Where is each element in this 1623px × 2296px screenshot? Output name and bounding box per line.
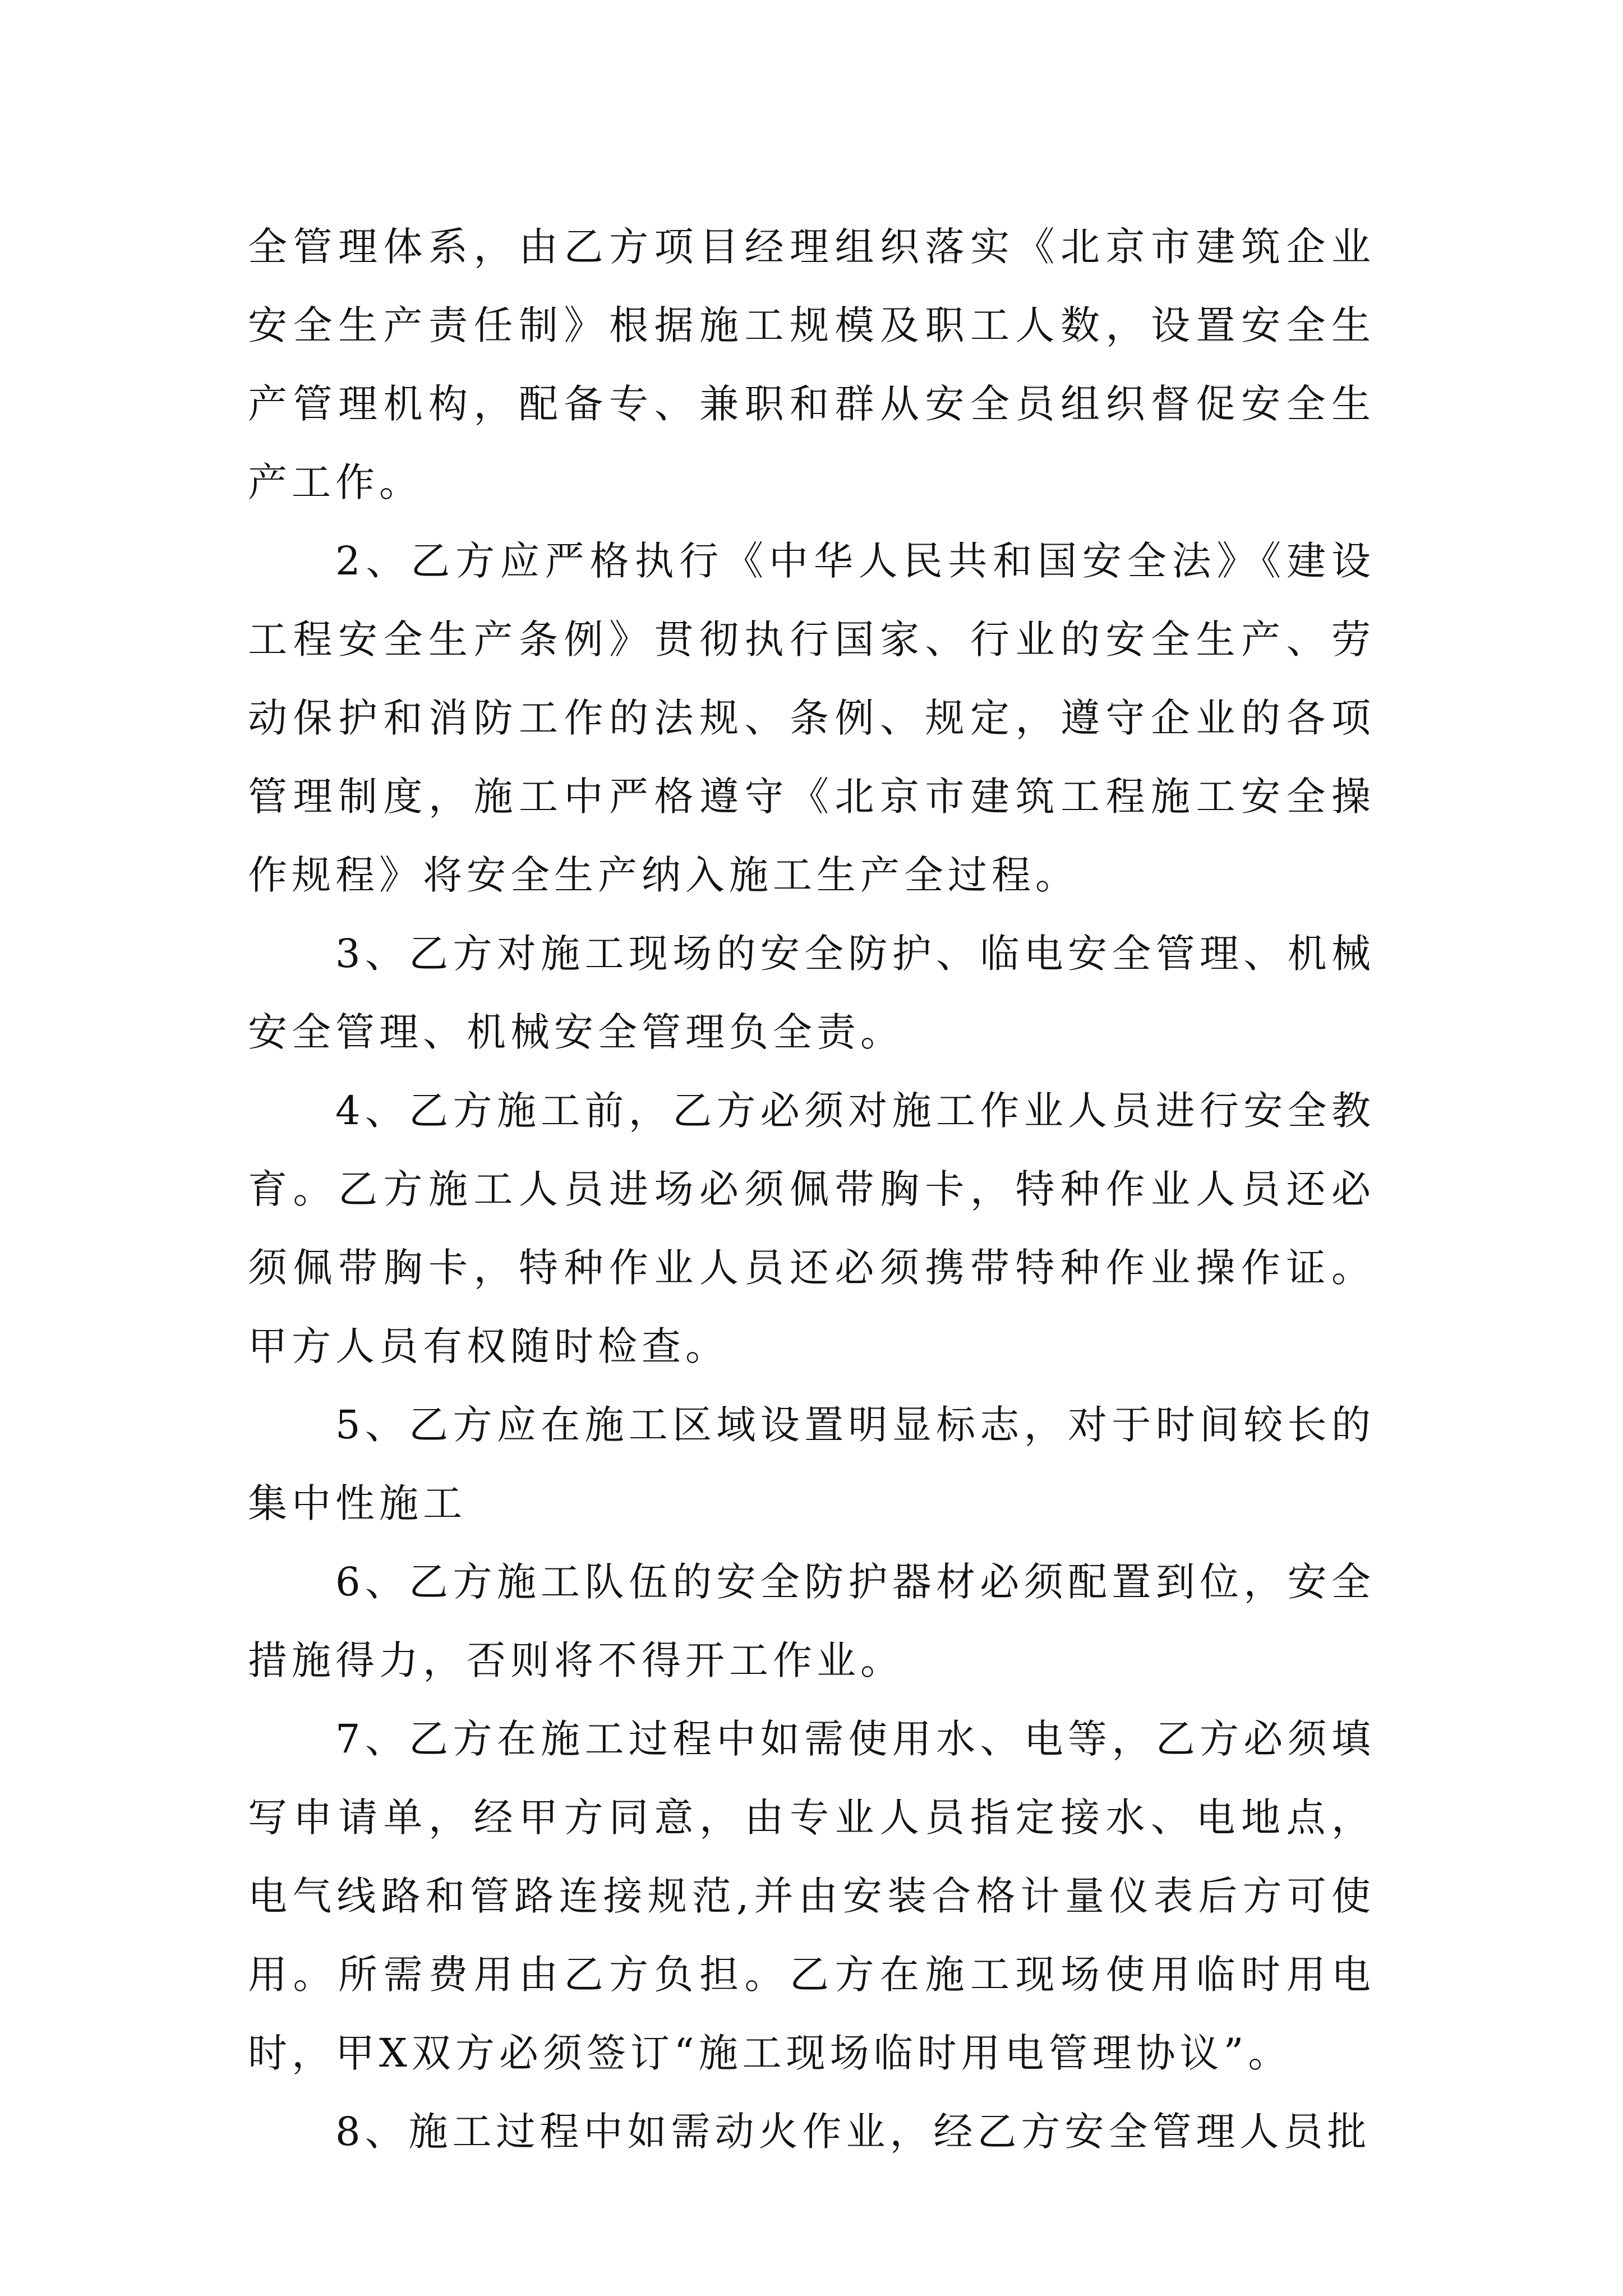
paragraph-clause-6: 6、乙方施工队伍的安全防护器材必须配置到位，安全措施得力，否则将不得开工作业。 <box>248 1559 1375 1683</box>
paragraph-clause-5: 5、乙方应在施工区域设置明显标志，对于时间较长的集中性施工 <box>248 1402 1375 1526</box>
paragraph-clause-7: 7、乙方在施工过程中如需使用水、电等，乙方必须填写申请单，经甲方同意，由专业人员指定接水、电地点，电气线路和管路连接规范,并由安装合格计量仪表后方可使用。所需费用由乙方负担。乙方在施工现场使用临时用电时，甲X双方必须签订“施工现场临时用电管理协议”。 <box>248 1716 1375 2076</box>
paragraph-clause-2: 2、乙方应严格执行《中华人民共和国安全法》《建设工程安全生产条例》贯彻执行国家、行业的安全生产、劳动保护和消防工作的法规、条例、规定，遵守企业的各项管理制度，施工中严格遵守《北京市建筑工程施工安全操作规程》将安全生产纳入施工生产全过程。 <box>248 538 1375 898</box>
document-body <box>248 208 1375 2171</box>
paragraph-continued: 全管理体系，由乙方项目经理组织落实《北京市建筑企业安全生产责任制》根据施工规模及职工人数，设置安全生产管理机构，配备专、兼职和群从安全员组织督促安全生产工作。 <box>248 224 1375 505</box>
paragraph-clause-3: 3、乙方对施工现场的安全防护、临电安全管理、机械安全管理、机械安全管理负全责。 <box>248 931 1375 1055</box>
paragraph-clause-4: 4、乙方施工前，乙方必须对施工作业人员进行安全教育。乙方施工人员进场必须佩带胸卡，特种作业人员还必须佩带胸卡，特种作业人员还必须携带特种作业操作证。甲方人员有权随时检查。 <box>248 1088 1375 1369</box>
paragraph-clause-8: 8、施工过程中如需动火作业，经乙方安全管理人员批 <box>335 2109 1371 2155</box>
